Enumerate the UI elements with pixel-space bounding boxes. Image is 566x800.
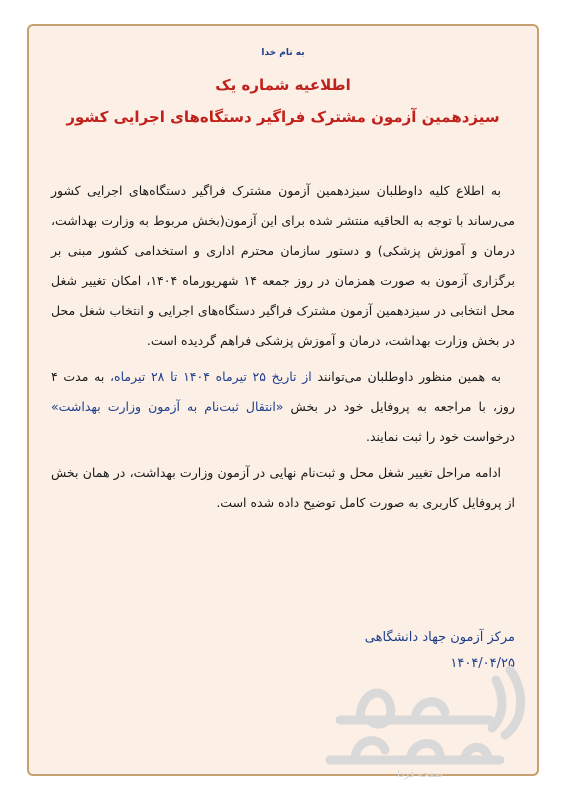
signature-org: مرکز آزمون جهاد دانشگاهی [364, 630, 515, 645]
bismillah: به نام خدا [261, 48, 305, 58]
paragraph-2-end: درخواست خود را ثبت نمایند. [366, 429, 515, 444]
watermark-logo [300, 650, 540, 780]
watermark-text: صفحه فردا [396, 769, 444, 780]
exam-title: سیزدهمین آزمون مشترک فراگیر دستگاه‌های اجرایی کشور [66, 108, 500, 126]
announcement-number: اطلاعیه شماره یک [215, 76, 351, 94]
paragraph-2-intro: به همین منظور داوطلبان می‌توانند [311, 369, 501, 384]
registration-date-range: از تاریخ ۲۵ تیرماه ۱۴۰۴ تا ۲۸ تیرماه، [110, 369, 312, 384]
announcement-body [51, 176, 515, 524]
paragraph-2 [51, 362, 515, 452]
paragraph-1: به اطلاع کلیه داوطلبان سیزدهمین آزمون مشترک فراگیر دستگاه‌های اجرایی کشور می‌رساند با توجه به الحاقیه منتشر شده برای این آزمون(بخش مربوط به وزارت بهداشت، درمان و آموزش پزشکی) و دستور سازمان محترم اداری و استخدامی کشور مبنی بر برگزاری آزمون به صورت همزمان در روز جمعه ۱۴ شهریورماه ۱۴۰۴، امکان تغییر شغل محل انتخابی در سیزدهمین آزمون مشترک فراگیر دستگاه‌های اجرایی و انتخاب شغل محل در بخش وزارت بهداشت، درمان و آموزش پزشکی فراهم گردیده است. [51, 183, 516, 348]
signature-date: ۱۴۰۴/۰۴/۲۵ [450, 656, 515, 671]
paragraph-3: ادامه مراحل تغییر شغل محل و ثبت‌نام نهایی در آزمون وزارت بهداشت، در همان بخش از پروفایل کاربری به صورت کامل توضیح داده شده است. [51, 465, 515, 510]
transfer-section-name: «انتقال ثبت‌نام به آزمون وزارت بهداشت» [51, 399, 284, 414]
paragraph-2-mid: به مدت ۴ روز، با مراجعه به پروفایل خود در بخش [51, 369, 515, 414]
